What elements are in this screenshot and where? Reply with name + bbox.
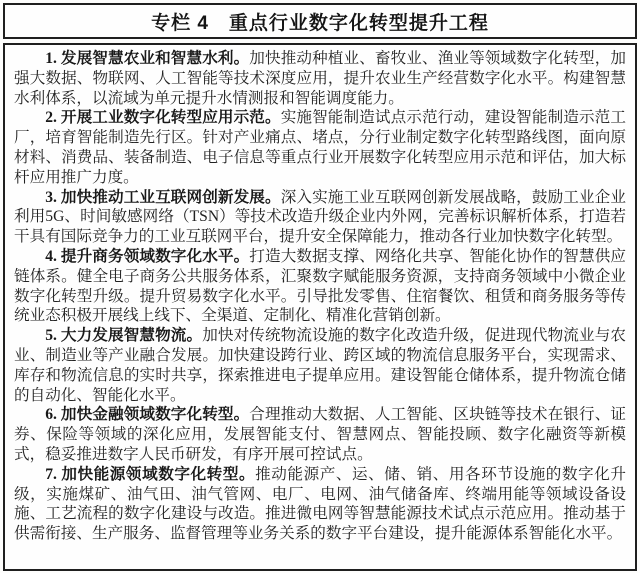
paragraph-lead: 发展智慧农业和智慧水利。 <box>60 50 250 67</box>
paragraph-number: 1. <box>45 50 61 67</box>
paragraph-lead: 加快推动工业互联网创新发展。 <box>60 188 281 206</box>
paragraph-number: 3. <box>45 188 61 206</box>
column-title: 专栏 4 重点行业数字化转型提升工程 <box>151 12 489 34</box>
paragraph-lead: 加快金融领域数字化转型。 <box>60 406 250 424</box>
column-body-box <box>3 43 637 571</box>
paragraph-number: 2. <box>45 109 61 127</box>
paragraph-text: 合理推动大数据、人工智能、区块链等技术在银行、证券、保险等领域的深化应用，发展智能支付、智慧网点、智能投顾、数字化融资等新模式，稳妥推进数字人民币研发，有序开展可控试点。 <box>14 406 626 463</box>
paragraph-number: 6. <box>45 406 61 424</box>
column-title-box <box>3 3 637 39</box>
paragraph <box>14 108 626 187</box>
paragraph-number: 7. <box>45 465 62 483</box>
paragraph-text: 深入实施工业互联网创新发展战略，鼓励工业企业利用5G、时间敏感网络（TSN）等技术改造升级企业内外网，完善标识解析体系，打造若干具有国际竞争力的工业互联网平台，提升安全保障能力，推动各行业加快数字化转型。 <box>14 188 626 246</box>
paragraph-lead: 加快能源领域数字化转型。 <box>61 465 256 483</box>
paragraph-text: 实施智能制造试点示范行动，建设智能制造示范工厂，培育智能制造先行区。针对产业痛点、堵点，分行业制定数字化转型路线图，面向原材料、消费品、装备制造、电子信息等重点行业开展数字化转型应用示范和评估，加大标杆应用推广力度。 <box>14 109 626 186</box>
paragraph-number: 4. <box>45 247 61 265</box>
paragraph-number: 5. <box>45 327 61 345</box>
paragraph-lead: 提升商务领域数字化水平。 <box>60 247 250 265</box>
paragraph-text: 推动能源产、运、储、销、用各环节设施的数字化升级，实施煤矿、油气田、油气管网、电厂、电网、油气储备库、终端用能等领域设备设施、工艺流程的数字化建设与改造。推进微电网等智慧能源技术试点示范应用。推动基于供需衔接、生产服务、监督管理等业务关系的数字平台建设，提升能源体系智能化水平。 <box>14 465 626 543</box>
paragraph <box>14 49 626 108</box>
paragraph-lead: 开展工业数字化转型应用示范。 <box>60 109 281 127</box>
paragraph-text: 加快对传统物流设施的数字化改造升级，促进现代物流业与农业、制造业等产业融合发展。加快建设跨行业、跨区域的物流信息服务平台，实现需求、库存和物流信息的实时共享，探索推进电子提单应用。建设智能仓储体系，提升物流仓储的自动化、智能化水平。 <box>14 327 626 404</box>
paragraph <box>14 405 626 464</box>
paragraph <box>14 247 626 326</box>
paragraph <box>14 326 626 405</box>
paragraph-text: 打造大数据支撑、网络化共享、智能化协作的智慧供应链体系。健全电子商务公共服务体系，汇聚数字赋能服务资源，支持商务领域中小微企业数字化转型升级。提升贸易数字化水平。引导批发零售、住宿餐饮、租赁和商务服务等传统业态积极开展线上线下、全渠道、定制化、精准化营销创新。 <box>14 247 626 325</box>
paragraph-lead: 大力发展智慧物流。 <box>60 327 203 345</box>
paragraph <box>14 188 626 247</box>
paragraph-text: 加快推动种植业、畜牧业、渔业等领域数字化转型，加强大数据、物联网、人工智能等技术深度应用，提升农业生产经营数字化水平。构建智慧水利体系，以流域为单元提升水情测报和智能调度能力。 <box>14 50 626 107</box>
paragraph <box>14 465 626 544</box>
